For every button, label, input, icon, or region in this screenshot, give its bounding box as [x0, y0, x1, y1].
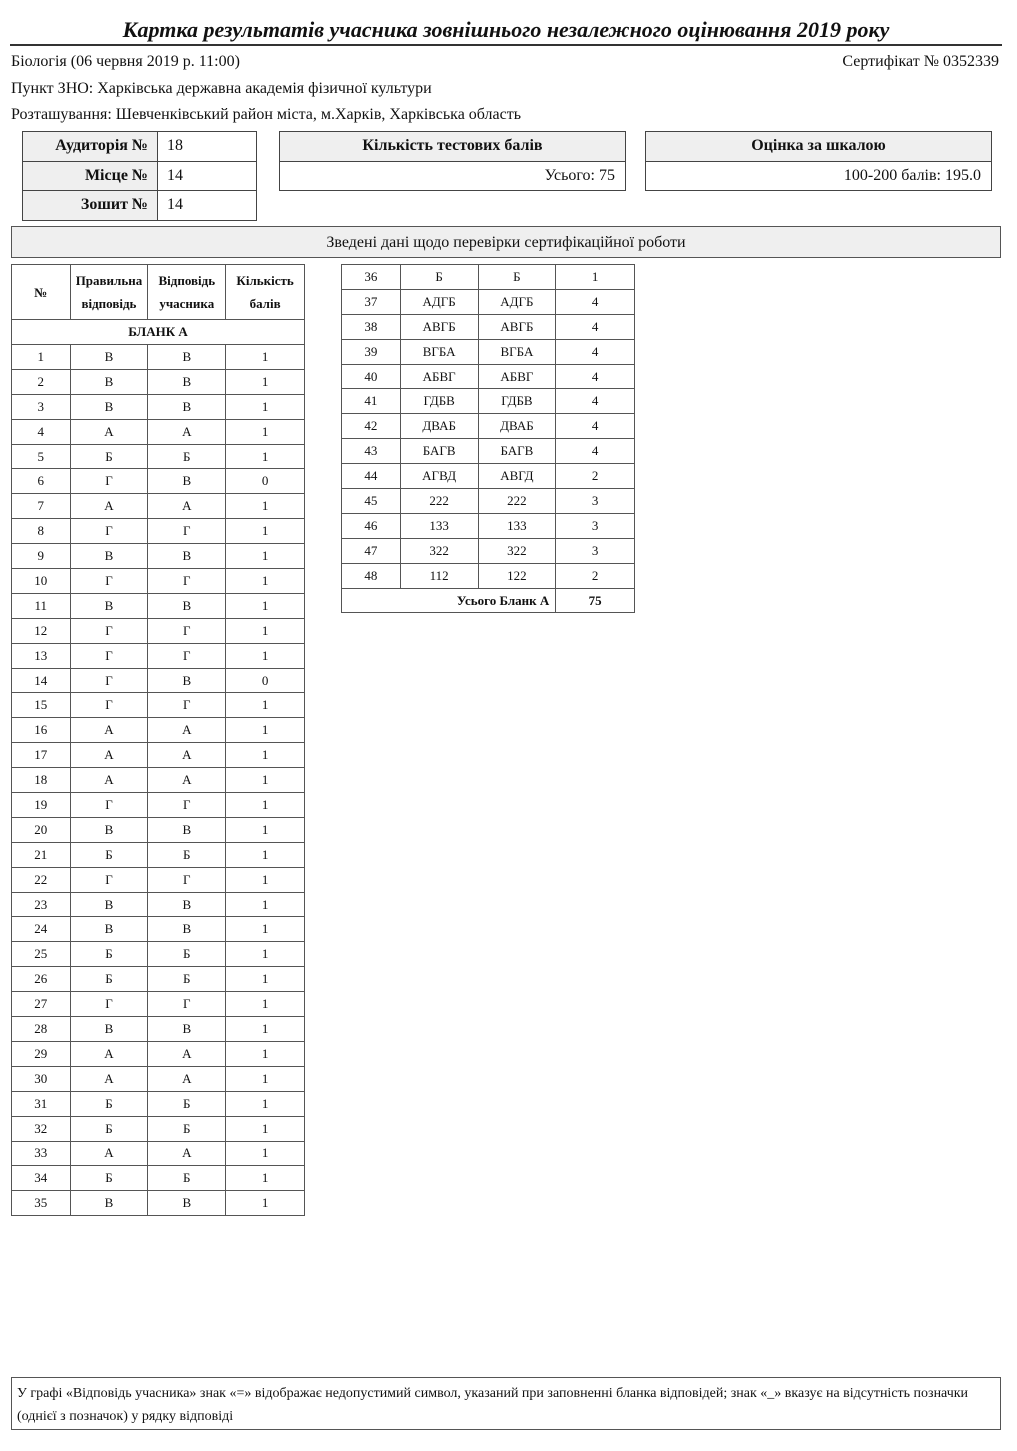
points: 1 [226, 967, 305, 992]
total-label: Усього Бланк А [342, 588, 556, 613]
participant-answer: АВГД [478, 464, 556, 489]
points: 1 [226, 942, 305, 967]
question-number: 3 [12, 394, 71, 419]
points: 4 [556, 314, 635, 339]
participant-answer: А [148, 718, 226, 743]
question-number: 47 [342, 538, 401, 563]
seat-label: Місце № [23, 161, 158, 191]
participant-answer: Б [148, 444, 226, 469]
correct-answer: АДГБ [400, 289, 478, 314]
answer-row [12, 817, 305, 842]
answer-row [12, 1166, 305, 1191]
participant-answer: В [148, 345, 226, 370]
answer-row [342, 364, 635, 389]
answers-table-right [341, 264, 635, 613]
participant-answer: Б [148, 842, 226, 867]
answer-row [12, 1191, 305, 1216]
points: 1 [226, 618, 305, 643]
answer-row [12, 892, 305, 917]
answer-row [12, 1091, 305, 1116]
summary-title: Зведені дані щодо перевірки сертифікаційної роботи [11, 226, 1001, 258]
question-number: 29 [12, 1041, 71, 1066]
participant-answer: ВГБА [478, 339, 556, 364]
answer-row [12, 718, 305, 743]
participant-answer: В [148, 469, 226, 494]
participant-answer: АБВГ [478, 364, 556, 389]
points: 1 [226, 1066, 305, 1091]
answer-row [342, 439, 635, 464]
location-line: Розташування: Шевченківський район міста, м.Харків, Харківська область [11, 106, 522, 123]
header-points: Кількість балів [226, 265, 305, 320]
booklet-row [23, 191, 257, 221]
answer-row [342, 563, 635, 588]
answer-row [12, 419, 305, 444]
points: 1 [226, 394, 305, 419]
correct-answer: Б [70, 942, 148, 967]
participant-answer: В [148, 544, 226, 569]
points: 4 [556, 389, 635, 414]
room-info-table [22, 131, 257, 221]
points: 1 [226, 842, 305, 867]
correct-answer: 112 [400, 563, 478, 588]
correct-answer: В [70, 394, 148, 419]
correct-answer: А [70, 768, 148, 793]
question-number: 40 [342, 364, 401, 389]
correct-answer: В [70, 817, 148, 842]
question-number: 41 [342, 389, 401, 414]
answer-row [342, 414, 635, 439]
correct-answer: 133 [400, 513, 478, 538]
correct-answer: ВГБА [400, 339, 478, 364]
question-number: 10 [12, 569, 71, 594]
answer-row [12, 942, 305, 967]
points: 1 [226, 544, 305, 569]
correct-answer: Б [70, 1166, 148, 1191]
points: 1 [226, 1091, 305, 1116]
participant-answer: Б [148, 967, 226, 992]
correct-answer: БАГВ [400, 439, 478, 464]
points: 1 [226, 867, 305, 892]
question-number: 6 [12, 469, 71, 494]
section-label: БЛАНК А [12, 320, 305, 345]
correct-answer: АВГБ [400, 314, 478, 339]
participant-answer: Г [148, 519, 226, 544]
total-row [342, 588, 635, 613]
question-number: 28 [12, 1017, 71, 1042]
points: 0 [226, 469, 305, 494]
participant-answer: А [148, 1041, 226, 1066]
participant-answer: А [148, 494, 226, 519]
participant-answer: В [148, 369, 226, 394]
correct-answer: А [70, 494, 148, 519]
answer-row [12, 1041, 305, 1066]
answer-row [342, 538, 635, 563]
question-number: 9 [12, 544, 71, 569]
correct-answer: А [70, 718, 148, 743]
points: 1 [226, 444, 305, 469]
participant-answer: В [148, 1017, 226, 1042]
points: 1 [226, 718, 305, 743]
document-title: Картка результатів учасника зовнішнього незалежного оцінювання 2019 року [10, 17, 1002, 46]
question-number: 2 [12, 369, 71, 394]
subject-line: Біологія (06 червня 2019 р. 11:00) [11, 53, 240, 70]
points: 3 [556, 489, 635, 514]
answer-row [12, 618, 305, 643]
participant-answer: А [148, 1141, 226, 1166]
answer-row [12, 369, 305, 394]
question-number: 14 [12, 668, 71, 693]
answer-row [12, 867, 305, 892]
question-number: 8 [12, 519, 71, 544]
question-number: 13 [12, 643, 71, 668]
participant-answer: В [148, 668, 226, 693]
total-value: 75 [556, 588, 635, 613]
correct-answer: Г [70, 668, 148, 693]
question-number: 7 [12, 494, 71, 519]
answer-row [12, 1141, 305, 1166]
test-score-table [279, 131, 626, 191]
participant-answer: Г [148, 867, 226, 892]
correct-answer: В [70, 369, 148, 394]
correct-answer: Б [400, 265, 478, 290]
test-score-value: Усього: 75 [280, 161, 626, 191]
question-number: 35 [12, 1191, 71, 1216]
participant-answer: В [148, 1191, 226, 1216]
points: 3 [556, 513, 635, 538]
answer-row [12, 992, 305, 1017]
answer-row [12, 917, 305, 942]
correct-answer: В [70, 544, 148, 569]
question-number: 5 [12, 444, 71, 469]
answer-row [12, 768, 305, 793]
question-number: 46 [342, 513, 401, 538]
points: 1 [226, 693, 305, 718]
question-number: 21 [12, 842, 71, 867]
correct-answer: В [70, 345, 148, 370]
participant-answer: А [148, 419, 226, 444]
points: 1 [226, 593, 305, 618]
points: 1 [226, 892, 305, 917]
points: 1 [226, 519, 305, 544]
auditorium-label: Аудиторія № [23, 132, 158, 162]
answer-row [12, 569, 305, 594]
participant-answer: Б [148, 942, 226, 967]
header-number: № [12, 265, 71, 320]
header-participant-answer: Відповідь учасника [148, 265, 226, 320]
scale-score-label: Оцінка за шкалою [646, 132, 992, 162]
participant-answer: 322 [478, 538, 556, 563]
section-row [12, 320, 305, 345]
points: 1 [226, 569, 305, 594]
correct-answer: А [70, 1041, 148, 1066]
participant-answer: Г [148, 992, 226, 1017]
participant-answer: Г [148, 693, 226, 718]
correct-answer: А [70, 419, 148, 444]
question-number: 42 [342, 414, 401, 439]
correct-answer: Г [70, 469, 148, 494]
correct-answer: Г [70, 569, 148, 594]
question-number: 39 [342, 339, 401, 364]
points: 1 [226, 1166, 305, 1191]
answer-row [342, 464, 635, 489]
points: 1 [226, 345, 305, 370]
question-number: 22 [12, 867, 71, 892]
participant-answer: В [148, 593, 226, 618]
question-number: 24 [12, 917, 71, 942]
participant-answer: А [148, 768, 226, 793]
scale-score-table [645, 131, 992, 191]
participant-answer: ГДБВ [478, 389, 556, 414]
points: 1 [226, 494, 305, 519]
correct-answer: В [70, 593, 148, 618]
correct-answer: В [70, 1191, 148, 1216]
participant-answer: Г [148, 618, 226, 643]
question-number: 31 [12, 1091, 71, 1116]
question-number: 44 [342, 464, 401, 489]
answer-row [12, 544, 305, 569]
points: 1 [226, 817, 305, 842]
points: 1 [226, 419, 305, 444]
correct-answer: Б [70, 444, 148, 469]
participant-answer: АДГБ [478, 289, 556, 314]
answer-row [12, 469, 305, 494]
answer-row [12, 394, 305, 419]
answer-row [342, 289, 635, 314]
participant-answer: Б [148, 1166, 226, 1191]
question-number: 23 [12, 892, 71, 917]
points: 1 [226, 743, 305, 768]
participant-answer: В [148, 817, 226, 842]
question-number: 19 [12, 793, 71, 818]
question-number: 32 [12, 1116, 71, 1141]
question-number: 17 [12, 743, 71, 768]
answer-row [12, 1066, 305, 1091]
answer-row [342, 314, 635, 339]
certificate-number: Сертифікат № 0352339 [842, 53, 999, 70]
points: 3 [556, 538, 635, 563]
participant-answer: А [148, 1066, 226, 1091]
answer-row [342, 389, 635, 414]
points: 4 [556, 339, 635, 364]
points: 1 [226, 1141, 305, 1166]
question-number: 48 [342, 563, 401, 588]
participant-answer: Г [148, 643, 226, 668]
answer-row [12, 519, 305, 544]
points: 4 [556, 289, 635, 314]
answer-row [342, 489, 635, 514]
correct-answer: Г [70, 519, 148, 544]
correct-answer: А [70, 1066, 148, 1091]
answer-row [12, 668, 305, 693]
question-number: 38 [342, 314, 401, 339]
answer-row [12, 643, 305, 668]
participant-answer: Б [148, 1116, 226, 1141]
participant-answer: В [148, 394, 226, 419]
test-center-line: Пункт ЗНО: Харківська державна академія фізичної культури [11, 80, 432, 97]
correct-answer: Г [70, 643, 148, 668]
participant-answer: 133 [478, 513, 556, 538]
participant-answer: АВГБ [478, 314, 556, 339]
question-number: 36 [342, 265, 401, 290]
points: 2 [556, 464, 635, 489]
points: 2 [556, 563, 635, 588]
correct-answer: В [70, 917, 148, 942]
test-score-label: Кількість тестових балів [280, 132, 626, 162]
participant-answer: 222 [478, 489, 556, 514]
header-correct-answer: Правильна відповідь [70, 265, 148, 320]
correct-answer: 222 [400, 489, 478, 514]
participant-answer: Б [148, 1091, 226, 1116]
question-number: 34 [12, 1166, 71, 1191]
answer-row [12, 345, 305, 370]
answer-row [342, 339, 635, 364]
correct-answer: Г [70, 867, 148, 892]
correct-answer: Г [70, 618, 148, 643]
points: 1 [226, 992, 305, 1017]
scale-score-value: 100-200 балів: 195.0 [646, 161, 992, 191]
answer-row [12, 593, 305, 618]
correct-answer: Г [70, 992, 148, 1017]
points: 4 [556, 414, 635, 439]
answer-row [12, 793, 305, 818]
points: 1 [226, 369, 305, 394]
points: 1 [226, 1116, 305, 1141]
points: 1 [226, 1017, 305, 1042]
answers-table-left [11, 264, 305, 1216]
participant-answer: В [148, 917, 226, 942]
answer-row [12, 444, 305, 469]
answer-row [342, 513, 635, 538]
points: 1 [226, 917, 305, 942]
question-number: 18 [12, 768, 71, 793]
correct-answer: 322 [400, 538, 478, 563]
question-number: 25 [12, 942, 71, 967]
footnote: У графі «Відповідь учасника» знак «=» відображає недопустимий символ, указаний при заповненні бланка відповідей; знак «_» вказує на відсутність позначки (однієї з позначок) у рядку відповіді [11, 1377, 1001, 1430]
correct-answer: Г [70, 793, 148, 818]
correct-answer: Б [70, 842, 148, 867]
correct-answer: В [70, 892, 148, 917]
answer-row [12, 1116, 305, 1141]
correct-answer: Б [70, 1116, 148, 1141]
question-number: 26 [12, 967, 71, 992]
question-number: 27 [12, 992, 71, 1017]
answer-row [342, 265, 635, 290]
question-number: 4 [12, 419, 71, 444]
question-number: 1 [12, 345, 71, 370]
question-number: 20 [12, 817, 71, 842]
seat-value: 14 [158, 161, 257, 191]
answer-row [12, 967, 305, 992]
auditorium-value: 18 [158, 132, 257, 162]
question-number: 16 [12, 718, 71, 743]
answers-header-row [12, 265, 305, 320]
booklet-label: Зошит № [23, 191, 158, 221]
correct-answer: А [70, 1141, 148, 1166]
points: 4 [556, 439, 635, 464]
points: 1 [226, 768, 305, 793]
answer-row [12, 842, 305, 867]
question-number: 33 [12, 1141, 71, 1166]
question-number: 12 [12, 618, 71, 643]
correct-answer: В [70, 1017, 148, 1042]
participant-answer: БАГВ [478, 439, 556, 464]
participant-answer: 122 [478, 563, 556, 588]
participant-answer: Б [478, 265, 556, 290]
question-number: 37 [342, 289, 401, 314]
question-number: 30 [12, 1066, 71, 1091]
participant-answer: Г [148, 793, 226, 818]
points: 1 [556, 265, 635, 290]
points: 4 [556, 364, 635, 389]
participant-answer: ДВАБ [478, 414, 556, 439]
question-number: 45 [342, 489, 401, 514]
seat-row [23, 161, 257, 191]
auditorium-row [23, 132, 257, 162]
answer-row [12, 494, 305, 519]
question-number: 11 [12, 593, 71, 618]
participant-answer: Г [148, 569, 226, 594]
participant-answer: В [148, 892, 226, 917]
points: 1 [226, 643, 305, 668]
booklet-value: 14 [158, 191, 257, 221]
correct-answer: А [70, 743, 148, 768]
correct-answer: Г [70, 693, 148, 718]
correct-answer: ГДБВ [400, 389, 478, 414]
correct-answer: ДВАБ [400, 414, 478, 439]
points: 1 [226, 1041, 305, 1066]
correct-answer: АГВД [400, 464, 478, 489]
question-number: 43 [342, 439, 401, 464]
correct-answer: АБВГ [400, 364, 478, 389]
question-number: 15 [12, 693, 71, 718]
correct-answer: Б [70, 967, 148, 992]
points: 1 [226, 1191, 305, 1216]
correct-answer: Б [70, 1091, 148, 1116]
answer-row [12, 693, 305, 718]
answer-row [12, 1017, 305, 1042]
points: 0 [226, 668, 305, 693]
participant-answer: А [148, 743, 226, 768]
answer-row [12, 743, 305, 768]
points: 1 [226, 793, 305, 818]
